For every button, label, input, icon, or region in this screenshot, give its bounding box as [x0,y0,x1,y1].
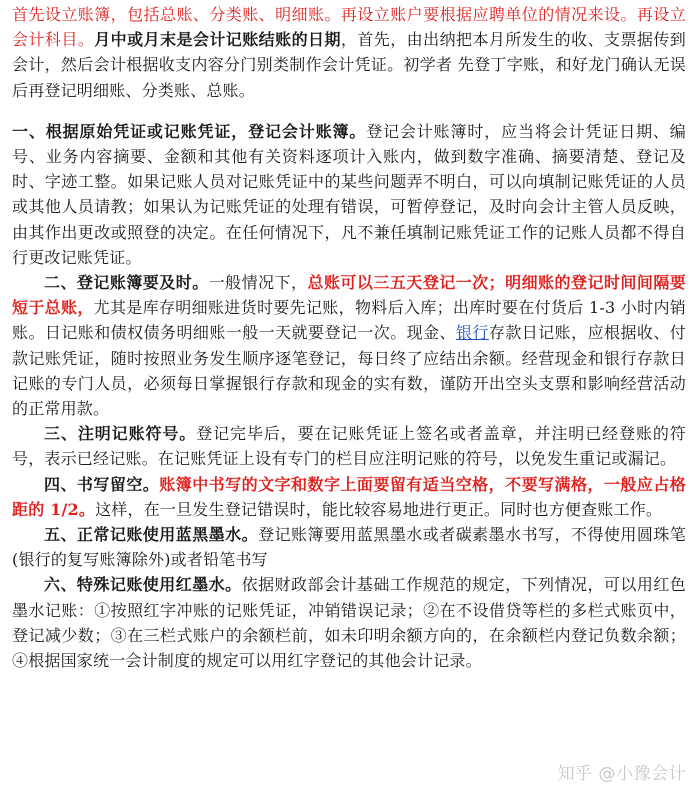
section-6-text: 依据财政部会计基础工作规范的规定，下列情况，可以用红色墨水记账：①按照红字冲账的记账凭证，冲销错误记录；②在不设借贷等栏的多栏式账页中，登记减少数；③在三栏式账户的余额栏前，如未印明余额方向的，在余额栏内登记负数余额；④根据国家统一会计制度的规定可以用红字登记的其他会计记录。 [12,575,686,671]
section-2-heading: 二、登记账簿要及时。 [44,273,209,293]
intro-paragraph [12,2,686,103]
section-5 [12,522,686,572]
section-5-heading: 五、正常记账使用蓝黑墨水。 [44,525,259,545]
section-6 [12,572,686,673]
section-2-text-2: 尤其是库存明细账进货时要先记账，物料后入库；出库时要在付货后 1-3 小时内销账。日记账和债权债务明细账一般一天就要登记一次。现金、 [12,298,686,343]
section-2-red-text: 总账可以三五天登记一次；明细账的登记时间间隔要短于总账， [12,273,686,318]
section-2 [12,270,686,421]
section-3-heading: 三、注明记账符号。 [44,424,197,444]
intro-red-text: 首先设立账簿，包括总账、分类账、明细账。再设立账户要根据应聘单位的情况来设。再设立会计科目。 [12,5,686,50]
section-4-text: 这样，在一旦发生登记错误时，能比较容易地进行更正。同时也方便查账工作。 [95,499,663,519]
paragraph-gap [12,103,686,119]
section-3-text: 登记完毕后，要在记账凭证上签名或者盖章，并注明已经登账的符号，表示已经记账。在记账凭证上设有专门的栏目应注明记账的符号，以免发生重记或漏记。 [12,424,686,469]
section-3 [12,421,686,471]
section-6-heading: 六、特殊记账使用红墨水。 [44,575,242,595]
section-2-text-3: 存款日记账，应根据收、付款记账凭证，随时按照业务发生顺序逐笔登记，每日终了应结出余额。经营现金和银行存款日记账的专门人员，必须每日掌握银行存款和现金的实有数，谨防开出空头支票和影响经营活动的正常用款。 [12,323,686,419]
intro-text: ，首先，由出纳把本月所发生的收、支票据传到会计，然后会计根据收支内容分门别类制作会计凭证。初学者 先登丁字账，和好龙门确认无误后再登记明细账、分类账、总账。 [12,30,686,100]
section-5-text: 登记账簿要用蓝黑墨水或者碳素墨水书写，不得使用圆珠笔(银行的复写账簿除外)或者铅笔书写 [12,525,686,570]
section-1-heading: 一、根据原始凭证或记账凭证，登记会计账簿。 [12,121,367,141]
bank-link[interactable]: 银行 [456,323,489,343]
section-4 [12,472,686,522]
intro-bold-text: 月中或月末是会计记账结账的日期 [94,30,341,50]
section-4-heading: 四、书写留空。 [44,474,160,494]
section-1-text: 登记会计账簿时，应当将会计凭证日期、编号、业务内容摘要、金额和其他有关资料逐项计入账内，做到数字准确、摘要清楚、登记及时、字迹工整。如果记账人员对记账凭证中的某些问题弄不明白，可以向填制记账凭证的人员或其他人员请教；如果认为记账凭证的处理有错误，可暂停登记，及时向会计主管人员反映，由其作出更改或照登的决定。在任何情况下，凡不兼任填制记账凭证工作的记账人员都不得自行更改记账凭证。 [12,121,686,267]
section-4-red-text: 账簿中书写的文字和数字上面要留有适当空格，不要写满格，一般应占格距的 1/2。 [12,474,686,519]
section-2-text-1: 一般情况下， [208,273,308,293]
zhihu-watermark: 知乎 @小豫会计 [557,764,686,784]
section-1 [12,119,686,270]
